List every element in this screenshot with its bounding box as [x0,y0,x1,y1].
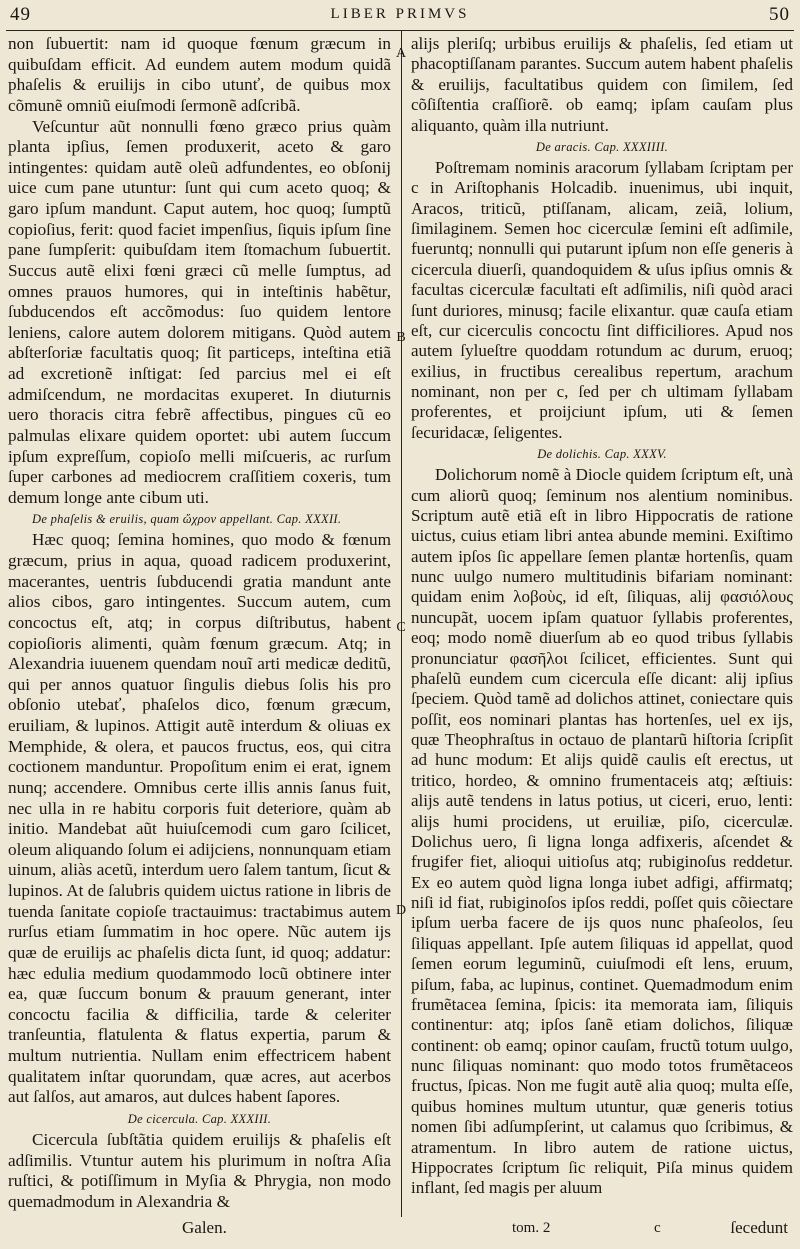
chapter-heading: De aracis. Cap. XXXIIII. [535,139,669,154]
chapter-heading: De dolichis. Cap. XXXV. [537,447,667,462]
footer-catchword: ſecedunt [730,1218,788,1237]
paragraph: Dolichorum nomẽ à Diocle quidem ſcriptum eſt, unà cum aliorũ quoq; ſeminum nos alentium nominibus. Scriptum autẽ etiã eſt in libro Hippocratis de ratione uictus, cuius etiam libri antea abunde memini. Exiſtimo autem ipſos ſic appellare ſemen plantæ hortenſis, quam nunc uulgo numero multitudinis bifariam nominant: quidam enim λοβοὺς, id eſt, ſiliquas, alij φασιόλους nuncupãt, uocem ipſam quatuor ſyllabis proferentes, eoq; modo nomẽ diuerſum ab eo quod tribus ſyllabis pronunciatur φασῆλοι ſcilicet, efficientes. Sunt qui phaſelũ eundem cum cicercula eſſe dicant: alij ipſius ſpeciem. Quòd tamẽ ad dolichos attinet, coniectare quis poſſit, eos nominari plantas has hortenſes, uel ex ijs, quæ Theophraſtus in octauo de plantarũ hiſtoria ſcripſit ad hunc modum: Et alijs quidẽ caulis eſt erectus, ut tritico, hordeo, & omnino frumentaceis atq; æſtiuis: alijs autẽ tendens in latus potius, ut ciceri, eruo, lenti: alijs humi procidens, ut eruiliæ, piſo, cicerculæ. Dolichus uero, ſi ligna longa adfixeris, aſcendet & frugifer fiet, alioqui uitioſus atq; rubiginoſus reddetur. Ex eo autem quòd ligna longa iubet adfigi, affirmatq; niſi id fiat, rubiginoſos ipſos reddi, poſſet quis cõiectare ipſum uerba facere de ijs quos nunc phaſeolos, ſeu ſiliquas appellant. Ipſe autem ſiliquas id appellat, quod ſemen eorum leguminũ, cuiuſmodi eſt lens, eruum, piſum, faba, ac lupinus, continet. Quemadmodum enim frumẽtacea ſemina, ſpicis: ita memorata iam, ſiliquis continentur: atq; ipſos ſanẽ etiam dolichos, ſiliquæ continent: ob eamq; opinor cauſam, fructũ totum uulgo, nunc ſiliquas nominant: quo modo totos frumẽtaceos fructus, ſpicas. Non me fugit autẽ alia quoq; multa eſſe, quibus homines multum utuntur, quæ generis totius nomen ſibi adſumpſerint, ut calamus quo ſcribimus, & atramentum. In libro autem de ratione uictus, Hippocrates ſcriptum ſic reliquit, Piſa minus quidem inflant, ſed magis per aluum [411,465,793,1198]
footer-signature-mark: c [654,1220,661,1236]
chapter-heading: De phaſelis & eruilis, quam ὤχρον appellant. Cap. XXXII. [32,512,342,527]
margin-letter-b: B [396,330,406,345]
paragraph: Poſtremam nominis aracorum ſyllabam ſcriptam per c in Ariſtophanis Holcadib. inuenimus, ubi inquit, Aracos, triticũ, ptiſſanam, alicam, zeiã, lolium, ſimilaginem. Semen hoc cicerculæ ſemini eſt adſimile, fueruntq; nonnulli qui putarunt ipſum non eſſe generis à cicercula diuerſi, quandoquidem & uſus ipſius omnis & facultas cicerculæ facultati eſt adſimilis, niſi quòd araci ſunt duriores, minusq; facile elixantur. quæ cauſa etiam eſt, cur cicerculis concoctu ſint difficiliores. Apud nos autem ſylueſtre quoddam rotundum ac durum, eruoq; exilius, in fructibus cerealibus repertum, arachum nominant, non per c, ſed per ch ultimam ſyllabam proferentes, et proijciunt ipſum, uti & ſemen ſecuridacæ, ſeligentes. [411,157,793,442]
page-number-left: 49 [10,4,31,25]
page-header [0,2,800,28]
right-column [411,34,793,1199]
paragraph: non ſubuertit: nam id quoque fœnum græcum in quibuſdam efficit. Ad eundem autem modum quidã phaſelis & eruilijs in cibo utunť, de quibus mox cõmunẽ omniũ eiuſmodi ſermonẽ adſcribã. [8,34,391,115]
running-title: LIBER PRIMVS [330,6,470,22]
left-column [8,34,391,1212]
margin-letter-c: C [396,620,406,635]
margin-letter-d: D [395,903,407,918]
header-rule [6,30,794,31]
footer-author: Galen. [182,1218,227,1237]
page-footer [0,1218,800,1248]
paragraph: Cicercula ſubſtãtia quidem eruilijs & phaſelis eſt adſimilis. Vtuntur autem his plurimum in noſtra Aſia ruſtici, & potiſſimum in Myſia & Phrygia, non modo quemadmodum in Alexandria & [8,1129,391,1211]
paragraph: Veſcuntur aũt nonnulli fœno græco prius quàm planta ipſius, ſemen produxerit, aceto & garo intingentes: quidam autẽ oleũ adfundentes, eo obſonij uice cum pane utuntur: ſunt qui cum aceto quoq; & garo ipſum mandunt. Caput autem, hoc quoq; ſumptũ copioſius, ferit: quod faciet impenſius, ſiquis ipſum ſine pane ſumpſerit: quibuſdam item ſtomachum ſubuertit. Succus autẽ elixi fœni græci cũ melle ſumptus, ad omnes prauos humores, qui in inteſtinis habẽtur, ſubducendos eſt accõmodus: ſuo quidem lentore leniens, calore autem dolorem mitigans. Quòd autem abſterſoriæ facultatis quoq; ſit particeps, inteſtina etiã ad excretionẽ inſtigat: ſed parcius mel ei eſt admiſcendum, ne mordacitas exuperet. In diuturnis uero thoracis citra febrẽ affectibus, pingues cũ eo palmulas elixare quidem oportet: ubi autem ſuccum ipſum expreſſum, copioſo melli miſcueris, ac rurſum ſuper carbones ad mediocrem craſſitiem coxeris, tum demum longe ante cibum uti. [8,116,391,507]
page-number-right: 50 [769,4,790,25]
footer-volume: tom. 2 [512,1220,551,1236]
paragraph: Hæc quoq; ſemina homines, quo modo & fœnum græcum, prius in aqua, quoad radicem produxerint, macerantes, uentris ſubducendi gratia mandunt ante alios cibos, garo intingentes. Succum autem, cum concoctus eſt, atq; in corpus diſtributus, habent copioſioris alimenti, quàm fœnum græcum. Atq; in Alexandria iuuenem quendam nouĩ arti medicæ deditũ, qui per annos quatuor ſingulis diebus ſolis his pro obſonio utebať, phaſelos dico, fœnum græcum, eruiliam, & lupinos. Attigit autẽ interdum & oliuas ex Memphide, & olera, et paucos fructus, eos, qui citra coctionem manduntur. Propoſitum enim ei erat, ignem nunq; accendere. Omnibus certe illis annis ſanus fuit, nec ulla in re habitu corporis fuit deteriore, quàm ab initio. Mandebat aũt huiuſcemodi cum garo ſcilicet, oleum aliquando ſolum ei adijciens, nonnunquam etiam uinum, aliàs acetũ, interdum uero ſalem tantum, ſicut & lupinos. At de ſalubris quidem uictus ratione in libris de tuenda ſanitate copioſe tractauimus: tractabimus autem rurſus etiam ſummatim in hoc opere. Nũc autem ijs quæ de eruilijs ac phaſelis dicta ſunt, id quoq; addatur: hæc edulia medium quodammodo locũ obtinere inter ea, quæ ſuccum bonum & prauum generant, inter concoctu facilia & difficilia, tarde & celeriter tranſeuntia, flatulenta & flatus expertia, parum & multum nutrientia. Nullam enim effectricem habent qualitatem inſtar quorundam, quæ acres, aut acerbos aut ſalſos, aut amaros, aut dulces habent ſapores. [8,530,391,1107]
chapter-heading: De cicercula. Cap. XXXIII. [127,1111,272,1126]
paragraph: alijs pleriſq; urbibus eruilijs & phaſelis, ſed etiam ut phacoptiſſanam parantes. Succum autem habent phaſelis & eruilijs, facultatibus quidem con ſimilem, ſed cõſiſtentia craſſiorẽ. ob eamq; ipſam cauſam plus aliquanto, quàm illa nutriunt. [411,34,793,135]
margin-letter-a: A [395,46,407,61]
